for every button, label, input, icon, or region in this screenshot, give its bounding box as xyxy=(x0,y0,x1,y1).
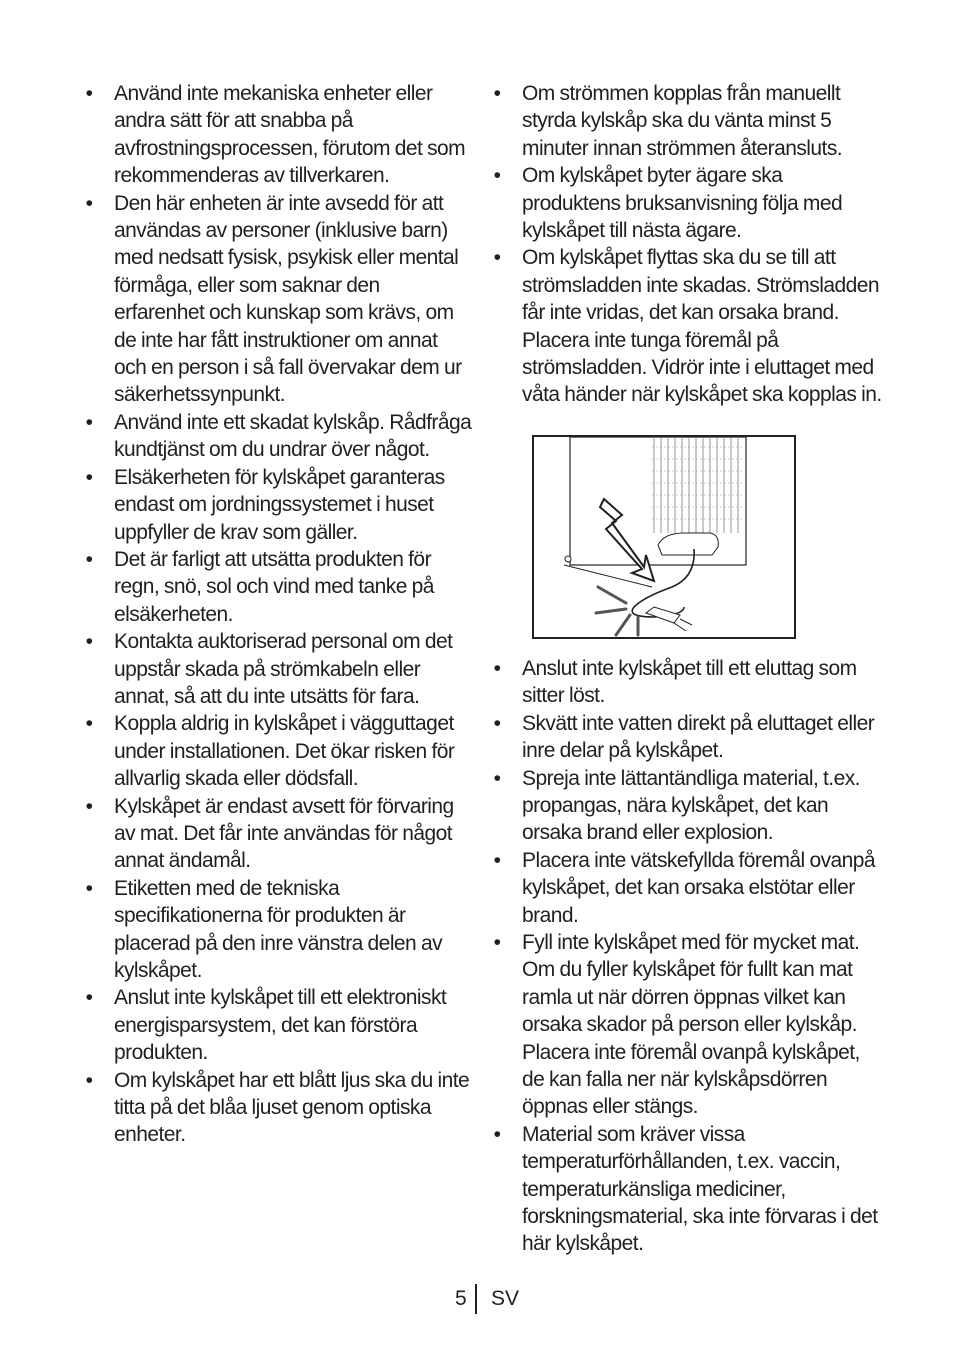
page-footer xyxy=(455,1284,519,1314)
bullet-icon: • xyxy=(85,876,93,900)
list-item xyxy=(82,628,474,710)
bullet-icon: • xyxy=(85,794,93,818)
list-item-text: Kontakta auktoriserad personal om det uppstår skada på strömkabeln eller annat, så att du inte utsätts för fara. xyxy=(114,630,453,708)
bullet-icon: • xyxy=(493,930,501,954)
fridge-power-cord-illustration xyxy=(532,435,796,639)
page-number: 5 xyxy=(455,1287,467,1310)
bullet-icon: • xyxy=(85,986,93,1010)
list-item xyxy=(490,847,882,929)
bullet-icon: • xyxy=(493,164,501,188)
list-item xyxy=(82,190,474,409)
list-item-text: Om kylskåpet byter ägare ska produktens bruksanvisning följa med kylskåpet till nästa ägare. xyxy=(522,164,843,243)
list-item xyxy=(82,1067,474,1149)
list-item xyxy=(490,710,882,765)
list-item xyxy=(82,984,474,1066)
list-item-text: Koppla aldrig in kylskåpet i vägguttaget under installationen. Det ökar risken för allvarlig skada eller dödsfall. xyxy=(114,712,455,791)
list-item xyxy=(82,710,474,792)
list-item xyxy=(490,929,882,1121)
bullet-icon: • xyxy=(85,1068,93,1092)
list-item xyxy=(490,655,882,710)
list-item-text: Om kylskåpet flyttas ska du se till att strömsladden inte skadas. Strömsladden får inte vridas, det kan orsaka brand. Placera inte tunga föremål på strömsladden. Vidrör inte i eluttaget med våta händer när kylskåpet ska kopplas in. xyxy=(522,246,882,407)
bullet-icon: • xyxy=(493,656,501,680)
bullet-icon: • xyxy=(493,766,501,790)
list-item xyxy=(82,464,474,546)
bullet-icon: • xyxy=(493,82,501,105)
list-item xyxy=(82,409,474,464)
list-item-text: Anslut inte kylskåpet till ett elektroniskt energisparsystem, det kan förstöra produkten. xyxy=(114,986,447,1065)
right-column xyxy=(490,80,882,1258)
bullet-icon: • xyxy=(85,410,93,434)
list-item xyxy=(490,80,882,162)
list-item xyxy=(490,765,882,847)
left-column xyxy=(82,80,474,1149)
fridge-power-cord-warning-icon xyxy=(534,437,794,637)
footer-divider xyxy=(475,1284,477,1314)
right-top-bullet-list xyxy=(490,80,882,409)
list-item-text: Kylskåpet är endast avsett för förvaring av mat. Det får inte användas för något annat ändamål. xyxy=(114,794,454,873)
bullet-icon: • xyxy=(85,547,93,571)
list-item-text: Placera inte vätskefyllda föremål ovanpå kylskåpet, det kan orsaka elstötar eller brand. xyxy=(522,848,876,927)
list-item-text: Spreja inte lättantändliga material, t.ex. propangas, nära kylskåpet, det kan orsaka brand eller explosion. xyxy=(522,766,860,845)
list-item xyxy=(82,875,474,985)
bullet-icon: • xyxy=(85,191,93,215)
list-item-text: Det är farligt att utsätta produkten för regn, snö, sol och vind med tanke på elsäkerheten. xyxy=(114,547,434,626)
bullet-icon: • xyxy=(85,712,93,736)
list-item-text: Fyll inte kylskåpet med för mycket mat. Om du fyller kylskåpet för fullt kan mat ramla ut när dörren öppnas vilket kan orsaka skador på person eller kylskåp. Placera inte föremål ovanpå kylskåpet, de kan falla ner när kylskåpsdörren öppnas eller stängs. xyxy=(522,930,860,1119)
list-item xyxy=(490,1121,882,1258)
list-item xyxy=(82,80,474,190)
bullet-icon: • xyxy=(85,630,93,654)
list-item xyxy=(82,546,474,628)
list-item-text: Elsäkerheten för kylskåpet garanteras endast om jordningssystemet i huset uppfyller de krav som gäller. xyxy=(114,465,445,544)
list-item-text: Skvätt inte vatten direkt på eluttaget eller inre delar på kylskåpet. xyxy=(522,711,875,763)
list-item-text: Använd inte ett skadat kylskåp. Rådfråga kundtjänst om du undrar över något. xyxy=(114,410,472,462)
list-item-text: Använd inte mekaniska enheter eller andra sätt för att snabba på avfrostningsprocessen, förutom det som rekommenderas av tillverkaren. xyxy=(114,82,466,188)
bullet-icon: • xyxy=(85,82,93,105)
list-item-text: Material som kräver vissa temperaturförhållanden, t.ex. vaccin, temperaturkänsliga mediciner, forskningsmaterial, ska inte förvaras i det här kylskåpet. xyxy=(522,1122,878,1256)
language-code: SV xyxy=(491,1287,520,1310)
bullet-icon: • xyxy=(493,848,501,872)
left-bullet-list xyxy=(82,80,474,1149)
bullet-icon: • xyxy=(85,465,93,489)
list-item-text: Den här enheten är inte avsedd för att användas av personer (inklusive barn) med nedsatt fysisk, psykisk eller mental förmåga, eller som saknar den erfarenhet och kunskap som krävs, om de inte har fått instruktioner om annat och en person i så fall övervakar dem ur säkerhetssynpunkt. xyxy=(114,191,462,407)
list-item-text: Om strömmen kopplas från manuellt styrda kylskåp ska du vänta minst 5 minuter innan strömmen återansluts. xyxy=(522,82,843,160)
bullet-icon: • xyxy=(493,246,501,270)
bullet-icon: • xyxy=(493,711,501,735)
list-item-text: Etiketten med de tekniska specifikationerna för produkten är placerad på den inre vänstra delen av kylskåpet. xyxy=(114,876,443,982)
list-item xyxy=(490,244,882,408)
bullet-icon: • xyxy=(493,1122,501,1146)
list-item xyxy=(82,793,474,875)
list-item-text: Anslut inte kylskåpet till ett eluttag som sitter löst. xyxy=(522,656,857,708)
right-bottom-bullet-list xyxy=(490,655,882,1258)
list-item xyxy=(490,162,882,244)
list-item-text: Om kylskåpet har ett blått ljus ska du inte titta på det blåa ljuset genom optiska enheter. xyxy=(114,1068,470,1147)
